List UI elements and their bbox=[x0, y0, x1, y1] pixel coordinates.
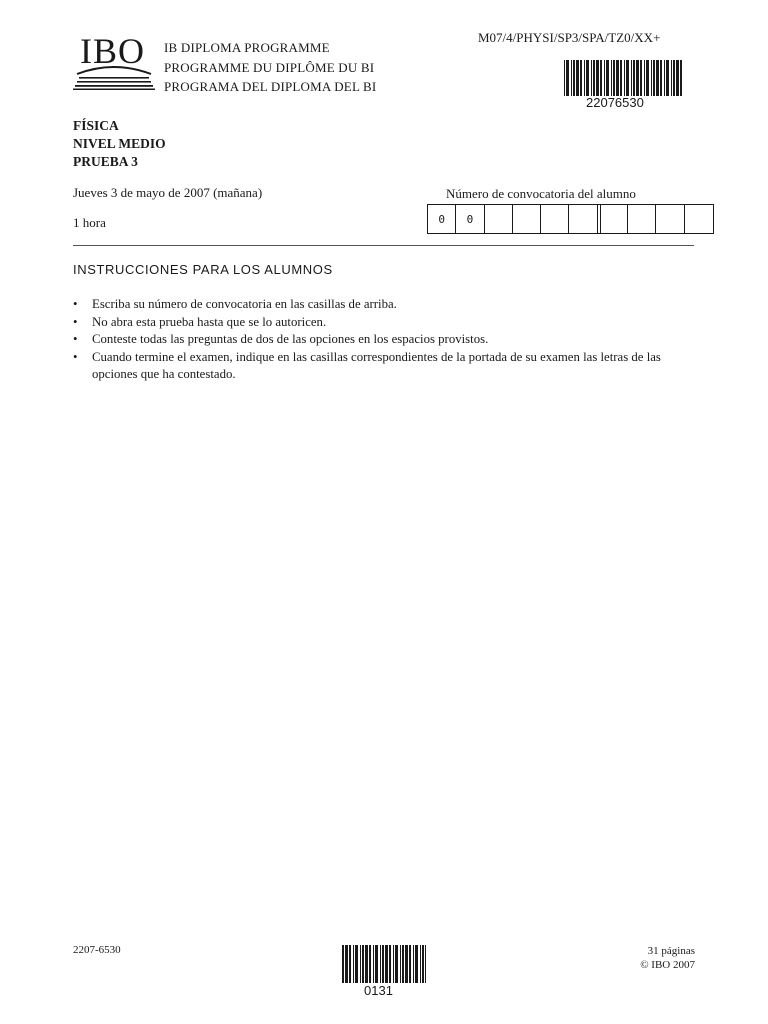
instructions-title: INSTRUCCIONES PARA LOS ALUMNOS bbox=[73, 262, 333, 277]
subject-name: FÍSICA bbox=[73, 118, 119, 133]
barcode-bar bbox=[385, 945, 388, 983]
barcode-bar bbox=[613, 60, 615, 96]
barcode-bar bbox=[420, 945, 421, 983]
barcode-bar bbox=[620, 60, 622, 96]
barcode-bar bbox=[355, 945, 358, 983]
barcode-bar bbox=[365, 945, 368, 983]
subject-paper: PRUEBA 3 bbox=[73, 154, 138, 169]
candidate-digit-box[interactable] bbox=[685, 205, 713, 233]
barcode-bar bbox=[606, 60, 609, 96]
barcode-bar bbox=[611, 60, 612, 96]
barcode-bar bbox=[671, 60, 672, 96]
barcode-bar bbox=[405, 945, 408, 983]
ibo-logo-icon bbox=[73, 66, 155, 90]
barcode-bar bbox=[640, 60, 642, 96]
barcode-bar bbox=[393, 945, 394, 983]
copyright: © IBO 2007 bbox=[640, 959, 695, 971]
barcode-bar bbox=[656, 60, 659, 96]
bullet-icon: • bbox=[73, 297, 78, 311]
subject-block bbox=[73, 117, 166, 171]
barcode-bar bbox=[409, 945, 411, 983]
candidate-digit-box[interactable] bbox=[513, 205, 541, 233]
barcode-bar bbox=[631, 60, 632, 96]
candidate-digit-box[interactable] bbox=[485, 205, 513, 233]
barcode-bar bbox=[360, 945, 361, 983]
exam-duration: 1 hora bbox=[73, 215, 106, 230]
barcode-bar bbox=[342, 945, 344, 983]
bullet-icon: • bbox=[73, 314, 78, 329]
footer-info bbox=[560, 944, 695, 972]
page-count: 31 páginas bbox=[647, 945, 695, 957]
barcode-bar bbox=[375, 945, 378, 983]
barcode-bar bbox=[413, 945, 414, 983]
barcode-bar bbox=[644, 60, 645, 96]
exam-date: Jueves 3 de mayo de 2007 (mañana) bbox=[73, 185, 263, 200]
barcode-bar bbox=[415, 945, 418, 983]
barcode-bar bbox=[349, 945, 351, 983]
barcode-bar bbox=[373, 945, 374, 983]
top-barcode bbox=[564, 60, 682, 96]
candidate-digit-box[interactable]: 0 bbox=[428, 205, 456, 233]
organization-names bbox=[164, 38, 376, 97]
barcode-bar bbox=[604, 60, 605, 96]
header-divider bbox=[73, 245, 694, 246]
barcode-bar bbox=[593, 60, 595, 96]
barcode-bar bbox=[633, 60, 635, 96]
barcode-bar bbox=[380, 945, 381, 983]
barcode-bar bbox=[666, 60, 669, 96]
barcode-bar bbox=[624, 60, 625, 96]
barcode-bar bbox=[353, 945, 354, 983]
barcode-bar bbox=[345, 945, 348, 983]
org-line-fr: PROGRAMME DU DIPLÔME DU BI bbox=[164, 59, 375, 75]
barcode-bar bbox=[395, 945, 398, 983]
ibo-logo-text: IBO bbox=[80, 31, 145, 71]
bottom-barcode-number: 0131 bbox=[364, 983, 393, 998]
barcode-bar bbox=[651, 60, 652, 96]
barcode-bar bbox=[586, 60, 589, 96]
barcode-bar bbox=[616, 60, 619, 96]
subject-level: NIVEL MEDIO bbox=[73, 136, 166, 151]
barcode-bar bbox=[600, 60, 602, 96]
barcode-bar bbox=[680, 60, 682, 96]
instruction-item bbox=[73, 314, 698, 332]
barcode-bar bbox=[389, 945, 391, 983]
barcode-bar bbox=[653, 60, 655, 96]
barcode-bar bbox=[422, 945, 424, 983]
barcode-bar bbox=[636, 60, 639, 96]
paper-code: M07/4/PHYSI/SP3/SPA/TZ0/XX+ bbox=[478, 30, 661, 45]
barcode-bar bbox=[573, 60, 575, 96]
footer-document-code: 2207-6530 bbox=[73, 944, 121, 956]
barcode-bar bbox=[564, 60, 565, 96]
barcode-bar bbox=[402, 945, 404, 983]
instruction-text: Cuando termine el examen, indique en las casillas correspondientes de la portada de su examen las letras de las opciones que ha contestado. bbox=[92, 349, 661, 381]
instruction-item bbox=[73, 331, 698, 349]
bottom-barcode bbox=[342, 945, 426, 983]
barcode-bar bbox=[664, 60, 665, 96]
barcode-bar bbox=[591, 60, 592, 96]
barcode-bar bbox=[576, 60, 579, 96]
barcode-bar bbox=[382, 945, 384, 983]
org-line-es: PROGRAMA DEL DIPLOMA DEL BI bbox=[164, 79, 377, 94]
instruction-item bbox=[73, 296, 698, 314]
candidate-digit-box[interactable]: 0 bbox=[456, 205, 484, 233]
instruction-text: No abra esta prueba hasta que se lo autoricen. bbox=[92, 314, 327, 329]
instructions-list bbox=[73, 296, 698, 384]
barcode-bar bbox=[646, 60, 649, 96]
candidate-digit-box[interactable] bbox=[656, 205, 684, 233]
instruction-item bbox=[73, 349, 698, 384]
candidate-number-label: Número de convocatoria del alumno bbox=[446, 186, 636, 201]
bullet-icon: • bbox=[73, 332, 78, 346]
instruction-text: Escriba su número de convocatoria en las casillas de arriba. bbox=[92, 297, 397, 311]
candidate-digit-box[interactable] bbox=[541, 205, 569, 233]
instruction-text: Conteste todas las preguntas de dos de las opciones en los espacios provistos. bbox=[92, 332, 489, 346]
barcode-bar bbox=[566, 60, 569, 96]
barcode-bar bbox=[425, 945, 426, 983]
candidate-digit-box[interactable] bbox=[628, 205, 656, 233]
bullet-icon: • bbox=[73, 349, 78, 364]
candidate-digit-box[interactable] bbox=[569, 205, 597, 233]
barcode-bar bbox=[626, 60, 629, 96]
barcode-bar bbox=[362, 945, 364, 983]
barcode-bar bbox=[596, 60, 599, 96]
candidate-number-boxes bbox=[427, 204, 714, 234]
barcode-bar bbox=[660, 60, 662, 96]
barcode-bar bbox=[676, 60, 679, 96]
top-barcode-number: 22076530 bbox=[586, 95, 644, 110]
candidate-digit-box[interactable] bbox=[600, 205, 628, 233]
org-line-en: IB DIPLOMA PROGRAMME bbox=[164, 40, 330, 55]
barcode-bar bbox=[369, 945, 371, 983]
barcode-bar bbox=[400, 945, 401, 983]
barcode-bar bbox=[580, 60, 582, 96]
barcode-bar bbox=[673, 60, 675, 96]
barcode-bar bbox=[571, 60, 572, 96]
barcode-bar bbox=[584, 60, 585, 96]
